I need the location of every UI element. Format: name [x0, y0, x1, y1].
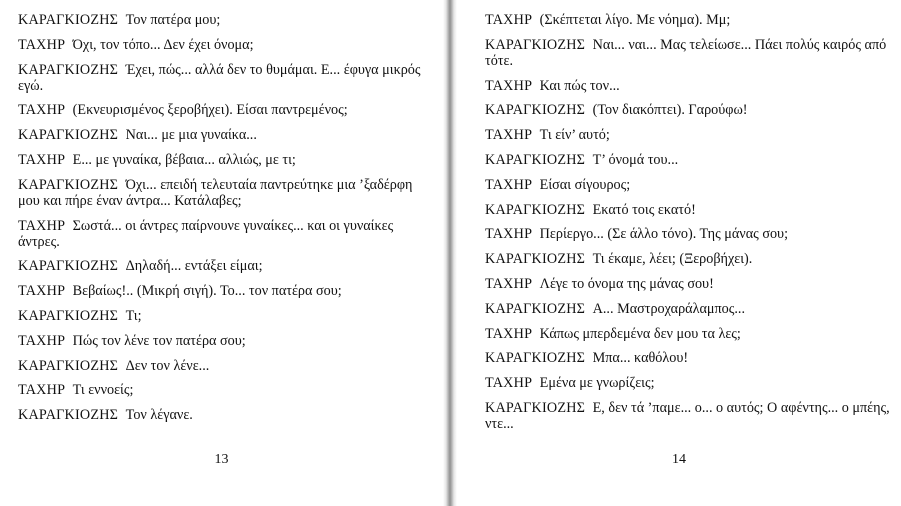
speaker-name: ΤΑΧΗΡ — [485, 127, 533, 144]
dialogue-line — [485, 326, 891, 342]
speaker-name: ΚΑΡΑΓΚΙΟΖΗΣ — [18, 12, 119, 28]
speaker-name: ΚΑΡΑΓΚΙΟΖΗΣ — [485, 151, 586, 168]
dialogue-line — [18, 218, 433, 250]
dialogue-text: Τον λέγανε. — [125, 407, 193, 424]
speaker-name: ΤΑΧΗΡ — [485, 12, 533, 28]
left-page-dialogue — [18, 12, 433, 423]
dialogue-line — [18, 283, 433, 299]
page-number: 13 — [214, 452, 229, 467]
dialogue-line — [18, 358, 433, 374]
dialogue-text: Όχι, τον τόπο... Δεν έχει όνομα; — [72, 36, 254, 53]
speaker-name: ΤΑΧΗΡ — [485, 176, 533, 193]
speaker-name: ΤΑΧΗΡ — [485, 226, 533, 243]
dialogue-text: Λέγε το όνομα της μάνας σου! — [539, 275, 714, 292]
dialogue-line — [485, 226, 891, 242]
speaker-name: ΚΑΡΑΓΚΙΟΖΗΣ — [18, 357, 119, 374]
dialogue-text: (Εκνευρισμένος ξεροβήχει). Είσαι παντρεμένος; — [72, 102, 348, 119]
speaker-name: ΤΑΧΗΡ — [18, 283, 66, 300]
dialogue-text: Είσαι σίγουρος; — [539, 176, 631, 193]
dialogue-line — [485, 350, 891, 366]
right-page-dialogue — [485, 12, 891, 432]
dialogue-line — [485, 78, 891, 94]
dialogue-line — [485, 12, 891, 28]
dialogue-line — [485, 152, 891, 168]
dialogue-text: Και πώς τον... — [539, 77, 620, 94]
dialogue-line — [18, 308, 433, 324]
dialogue-text: Τ’ όνομά του... — [592, 151, 679, 168]
speaker-name: ΤΑΧΗΡ — [18, 217, 66, 234]
speaker-name: ΚΑΡΑΓΚΙΟΖΗΣ — [485, 102, 586, 119]
dialogue-line — [485, 276, 891, 292]
dialogue-text: Τι είν’ αυτό; — [539, 127, 610, 144]
dialogue-line — [18, 127, 433, 143]
speaker-name: ΤΑΧΗΡ — [485, 325, 533, 342]
speaker-name: ΤΑΧΗΡ — [18, 151, 66, 168]
speaker-name: ΚΑΡΑΓΚΙΟΖΗΣ — [18, 258, 119, 275]
speaker-name: ΚΑΡΑΓΚΙΟΖΗΣ — [485, 350, 586, 367]
left-page — [0, 0, 443, 506]
speaker-name: ΚΑΡΑΓΚΙΟΖΗΣ — [18, 127, 119, 144]
dialogue-line — [18, 12, 433, 28]
dialogue-text: Εκατό τοις εκατό! — [592, 201, 696, 218]
page-number: 14 — [672, 452, 686, 467]
speaker-name: ΤΑΧΗΡ — [485, 375, 533, 392]
dialogue-text: Σωστά... οι άντρες παίρνουνε γυναίκες... και οι γυναίκες άντρες. — [18, 217, 394, 250]
dialogue-text: Εμένα με γνωρίζεις; — [539, 375, 655, 392]
dialogue-text: Τι; — [125, 307, 142, 324]
dialogue-line — [18, 258, 433, 274]
page-gutter-divider — [443, 0, 457, 506]
dialogue-line — [485, 375, 891, 391]
dialogue-text: Όχι... επειδή τελευταία παντρεύτηκε μια ’ξαδέρφη μου και πήρε έναν άντρα... Κατάλαβες; — [18, 176, 413, 209]
dialogue-text: Τι έκαμε, λέει; (Ξεροβήχει). — [592, 251, 753, 268]
speaker-name: ΤΑΧΗΡ — [485, 77, 533, 94]
speaker-name: ΚΑΡΑΓΚΙΟΖΗΣ — [485, 300, 586, 317]
dialogue-text: Μπα... καθόλου! — [592, 350, 689, 367]
speaker-name: ΚΑΡΑΓΚΙΟΖΗΣ — [18, 307, 119, 324]
dialogue-text: Ε... με γυναίκα, βέβαια... αλλιώς, με τι; — [72, 151, 296, 168]
dialogue-text: Περίεργο... (Σε άλλο τόνο). Της μάνας σου; — [539, 226, 789, 243]
dialogue-text: Έχει, πώς... αλλά δεν το θυμάμαι. Ε... έφυγα μικρός εγώ. — [18, 61, 421, 94]
dialogue-line — [485, 177, 891, 193]
speaker-name: ΤΑΧΗΡ — [18, 36, 66, 53]
dialogue-text: (Τον διακόπτει). Γαρούφω! — [592, 102, 748, 119]
dialogue-text: Βεβαίως!.. (Μικρή σιγή). Το... τον πατέρα σου; — [72, 283, 342, 300]
dialogue-line — [485, 301, 891, 317]
speaker-name: ΚΑΡΑΓΚΙΟΖΗΣ — [18, 407, 119, 424]
speaker-name: ΚΑΡΑΓΚΙΟΖΗΣ — [485, 36, 586, 53]
speaker-name: ΚΑΡΑΓΚΙΟΖΗΣ — [485, 251, 586, 268]
speaker-name: ΚΑΡΑΓΚΙΟΖΗΣ — [18, 176, 119, 193]
dialogue-text: Ναι... ναι... Μας τελείωσε... Πάει πολύς καιρός από τότε. — [485, 36, 887, 69]
dialogue-line — [18, 333, 433, 349]
dialogue-text: Α... Μαστροχαράλαμπος... — [592, 300, 746, 317]
dialogue-text: Δεν τον λένε... — [125, 357, 210, 374]
dialogue-text: Πώς τον λένε τον πατέρα σου; — [72, 332, 246, 349]
dialogue-text: Τον πατέρα μου; — [125, 12, 221, 28]
speaker-name: ΤΑΧΗΡ — [18, 382, 66, 399]
dialogue-line — [485, 102, 891, 118]
dialogue-line — [485, 127, 891, 143]
dialogue-line — [18, 407, 433, 423]
dialogue-line — [18, 152, 433, 168]
speaker-name: ΚΑΡΑΓΚΙΟΖΗΣ — [485, 399, 586, 416]
right-page — [457, 0, 901, 506]
dialogue-line — [18, 177, 433, 209]
dialogue-line — [18, 382, 433, 398]
speaker-name: ΤΑΧΗΡ — [18, 102, 66, 119]
dialogue-text: Τι εννοείς; — [72, 382, 134, 399]
dialogue-text: (Σκέπτεται λίγο. Με νόημα). Μμ; — [539, 12, 731, 28]
dialogue-line — [18, 62, 433, 94]
speaker-name: ΤΑΧΗΡ — [18, 332, 66, 349]
speaker-name: ΤΑΧΗΡ — [485, 275, 533, 292]
dialogue-text: Ναι... με μια γυναίκα... — [125, 127, 257, 144]
speaker-name: ΚΑΡΑΓΚΙΟΖΗΣ — [485, 201, 586, 218]
dialogue-line — [485, 37, 891, 69]
speaker-name: ΚΑΡΑΓΚΙΟΖΗΣ — [18, 61, 119, 78]
dialogue-text: Κάπως μπερδεμένα δεν μου τα λες; — [539, 325, 741, 342]
dialogue-line — [485, 400, 891, 432]
dialogue-line — [18, 37, 433, 53]
dialogue-line — [18, 102, 433, 118]
dialogue-text: Δηλαδή... εντάξει είμαι; — [125, 258, 263, 275]
dialogue-line — [485, 251, 891, 267]
dialogue-line — [485, 202, 891, 218]
dialogue-text: Ε, δεν τά ’παμε... ο... ο αυτός; Ο αφέντης... ο μπέης, ντε... — [485, 399, 890, 432]
